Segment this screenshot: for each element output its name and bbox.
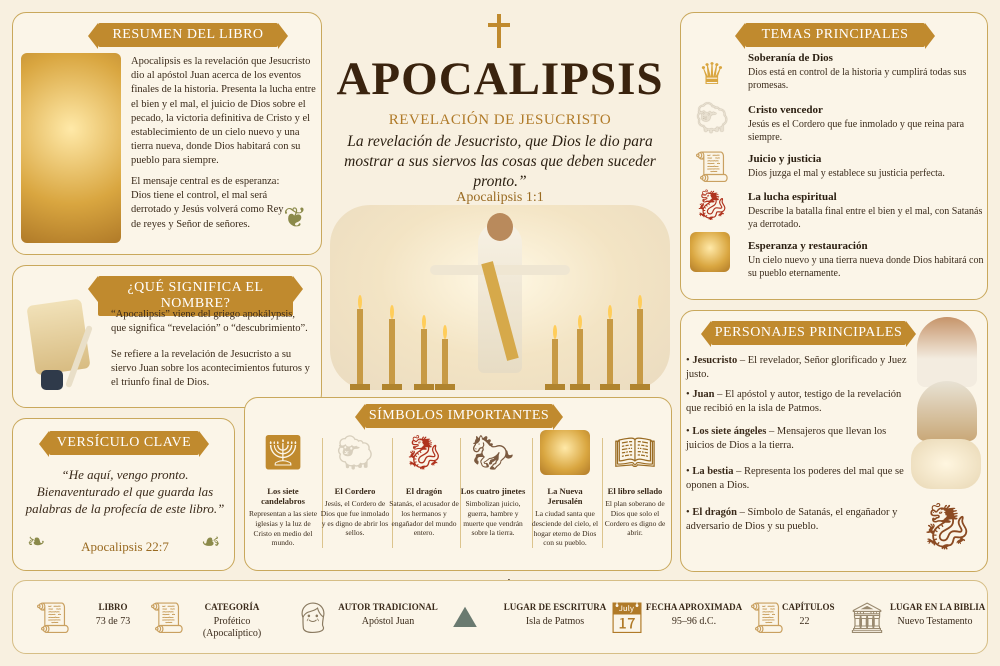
elder-icon: 👴︎ bbox=[293, 601, 333, 635]
page-subtitle: REVELACIÓN DE JESUCRISTO bbox=[388, 112, 612, 128]
fact-label: CAPÍTULOS bbox=[782, 602, 835, 612]
scroll-icon: 📜︎ bbox=[747, 601, 787, 635]
symbol-name: El libro sellado bbox=[607, 486, 663, 496]
theme-desc: Un cielo nuevo y una tierra nueva donde Dios habitará con su pueblo eternamente. bbox=[748, 255, 984, 279]
theme-title: Cristo vencedor bbox=[748, 104, 823, 116]
character-desc: – Símbolo de Satanás, el engañador y adversario de Dios y su pueblo. bbox=[686, 507, 898, 533]
crown-icon: ♛ bbox=[698, 57, 726, 91]
candle-icon bbox=[435, 325, 455, 390]
theme-title: La lucha espiritual bbox=[748, 191, 837, 203]
character-desc: – Representa los poderes del mal que se oponen a Dios. bbox=[686, 466, 904, 492]
character-item: • Los siete ángeles – Mensajeros que llevan los juicios de Dios a la tierra. bbox=[686, 426, 887, 452]
symbol-item bbox=[530, 425, 600, 548]
island-icon: ⛰︎ bbox=[452, 601, 478, 634]
theme-item bbox=[690, 96, 990, 142]
fact-item bbox=[440, 590, 610, 650]
fact-item bbox=[842, 590, 986, 650]
theme-item bbox=[690, 52, 990, 98]
theme-desc: Jesús es el Cordero que fue inmolado y que reina para siempre. bbox=[748, 119, 965, 143]
key-verse-heading: VERSÍCULO CLAVE bbox=[49, 431, 199, 455]
lamb-icon: 🐑︎ bbox=[692, 101, 732, 135]
candle-icon bbox=[600, 305, 620, 390]
fact-value: Apóstol Juan bbox=[361, 616, 415, 627]
symbol-item bbox=[389, 425, 459, 538]
fact-item bbox=[142, 590, 282, 650]
theme-desc: Dios está en control de la historia y cumplirá todas sus promesas. bbox=[748, 67, 967, 91]
key-verse-panel bbox=[12, 418, 235, 571]
scroll-icon: 📜︎ bbox=[692, 150, 732, 184]
fact-item bbox=[28, 590, 158, 650]
fact-value: 22 bbox=[799, 616, 810, 627]
symbol-name: La Nueva Jerusalén bbox=[547, 486, 583, 506]
fact-item bbox=[602, 590, 742, 650]
candle-icon bbox=[414, 315, 434, 390]
character-item: • Jesucristo – El revelador, Señor glorificado y Juez justo. bbox=[686, 355, 907, 381]
name-meaning-paragraph-1: “Apocalipsis” viene del griego apokálypsis, que significa “revelación” o “descubrimiento”. bbox=[111, 309, 308, 335]
olive-branch-icon: ☙ bbox=[201, 529, 221, 554]
olive-branch-icon: ❧ bbox=[27, 529, 46, 554]
book-icon: 📖︎ bbox=[613, 434, 657, 472]
fact-label: FECHA APROXIMADA bbox=[645, 602, 743, 612]
page-title: APOCALIPSIS bbox=[336, 53, 664, 105]
fact-item bbox=[288, 590, 438, 650]
dragon-icon: 🐉︎ bbox=[402, 434, 446, 472]
theme-desc: Dios juzga el mal y establece su justicia perfecta. bbox=[748, 168, 945, 179]
candle-icon bbox=[545, 325, 565, 390]
scroll-icon: 📜︎ bbox=[147, 601, 187, 635]
dragon-icon: 🐉︎ bbox=[692, 188, 732, 222]
name-meaning-heading: ¿QUÉ SIGNIFICA EL NOMBRE? bbox=[98, 276, 293, 316]
candle-icon bbox=[570, 315, 590, 390]
golden-city-illustration bbox=[21, 53, 121, 243]
horses-icon: 🐎︎ bbox=[471, 434, 515, 472]
city-icon bbox=[690, 232, 730, 272]
symbol-item bbox=[600, 425, 670, 538]
character-name: La bestia bbox=[692, 466, 734, 477]
symbol-name: El dragón bbox=[405, 486, 443, 496]
character-name: Juan bbox=[692, 389, 715, 400]
name-meaning-panel bbox=[12, 265, 322, 408]
character-item: • La bestia – Representa los poderes del mal que se oponen a Dios. bbox=[686, 466, 904, 492]
key-verse-reference: Apocalipsis 22:7 bbox=[81, 539, 169, 554]
cross-icon bbox=[488, 14, 510, 48]
calendar-icon: 📅︎ bbox=[607, 601, 647, 635]
fact-value: Isla de Patmos bbox=[525, 616, 585, 627]
themes-heading: TEMAS PRINCIPALES bbox=[745, 23, 925, 47]
summary-heading: RESUMEN DEL LIBRO bbox=[98, 23, 278, 47]
scroll-icon: 📜︎ bbox=[33, 601, 73, 635]
characters-heading: PERSONAJES PRINCIPALES bbox=[711, 321, 906, 345]
character-item: • El dragón – Símbolo de Satanás, el engañador y adversario de Dios y su pueblo. bbox=[686, 507, 898, 533]
header-quote: La revelación de Jesucristo, que Dios le dio para mostrar a sus siervos las cosas que deben suceder pronto.” bbox=[344, 133, 656, 191]
theme-title: Soberanía de Dios bbox=[748, 52, 833, 64]
character-item: • Juan – El apóstol y autor, testigo de la revelación que recibió en la isla de Patmos. bbox=[686, 389, 902, 415]
fact-value: Nuevo Testamento bbox=[897, 616, 973, 627]
character-name: Los siete ángeles bbox=[692, 426, 767, 437]
character-desc: – Mensajeros que llevan los juicios de Dios a la tierra. bbox=[686, 426, 887, 452]
symbol-item bbox=[248, 425, 318, 548]
character-desc: – El apóstol y autor, testigo de la revelación que recibió en la isla de Patmos. bbox=[686, 389, 902, 415]
character-name: El dragón bbox=[692, 507, 737, 518]
symbol-item bbox=[320, 425, 390, 538]
candle-icon bbox=[630, 295, 650, 390]
fact-value: Profético (Apocalíptico) bbox=[202, 616, 262, 639]
city-icon bbox=[540, 430, 590, 475]
key-verse-text: “He aquí, vengo pronto. Bienaventurado el que guarda las palabras de la profecía de este libro.” bbox=[25, 467, 225, 516]
summary-paragraph-1: Apocalipsis es la revelación que Jesucristo dio al apóstol Juan acerca de los eventos finales de la historia. Presenta la lucha entre el bien y el mal, el juicio de Dios sobre el pecado, la victoria definitiva de Cristo y el establecimiento de un cielo nuevo y una tierra nueva, donde Dios habitará con su pueblo para siempre. bbox=[131, 56, 316, 167]
symbol-name: El Cordero bbox=[334, 486, 376, 496]
lamb-icon: 🐑︎ bbox=[333, 434, 377, 472]
character-name: Jesucristo bbox=[692, 355, 738, 366]
scroll-quill-icon bbox=[21, 294, 106, 394]
symbol-desc: Simbolizan juicio, guerra, hambre y muerte que vendrán sobre la tierra. bbox=[463, 499, 523, 538]
theme-title: Juicio y justicia bbox=[748, 153, 822, 165]
symbol-name: Los siete candelabros bbox=[261, 486, 305, 506]
olive-branch-icon: ❦ bbox=[283, 203, 307, 234]
symbol-desc: Representan a las siete iglesias y la luz de Cristo en medio del mundo. bbox=[248, 509, 318, 548]
header-reference: Apocalipsis 1:1 bbox=[456, 190, 544, 205]
symbol-item bbox=[458, 425, 528, 538]
beast-portrait: 🐉︎ bbox=[917, 501, 977, 552]
symbols-heading: SÍMBOLOS IMPORTANTES bbox=[365, 404, 553, 428]
temple-icon: 🏛︎ bbox=[847, 601, 887, 635]
symbol-desc: Satanás, el acusador de los hermanos y engañador del mundo entero. bbox=[389, 499, 459, 538]
theme-title: Esperanza y restauración bbox=[748, 240, 868, 252]
fact-label: LUGAR DE ESCRITURA bbox=[503, 602, 607, 612]
jesus-portrait bbox=[917, 317, 977, 387]
theme-desc: Describe la batalla final entre el bien y el mal, con Satanás ya derrotado. bbox=[748, 206, 983, 230]
candle-icon bbox=[382, 305, 402, 390]
candle-icon bbox=[350, 295, 370, 390]
fact-label: LIBRO bbox=[98, 602, 128, 612]
theme-item bbox=[690, 232, 990, 278]
fact-item bbox=[742, 590, 842, 650]
character-desc: – El revelador, Señor glorificado y Juez justo. bbox=[686, 355, 907, 381]
fact-label: AUTOR TRADICIONAL bbox=[338, 602, 438, 612]
symbol-desc: El plan soberano de Dios que solo el Cordero es digno de abrir. bbox=[604, 499, 666, 538]
theme-item bbox=[690, 183, 990, 229]
angel-portrait bbox=[911, 439, 981, 489]
symbol-desc: Jesús, el Cordero de Dios que fue inmolado y es digno de abrir los sellos. bbox=[320, 499, 390, 538]
fact-label: CATEGORÍA bbox=[204, 602, 260, 612]
symbol-name: Los cuatro jinetes bbox=[460, 486, 526, 496]
fact-value: 95–96 d.C. bbox=[671, 616, 717, 627]
fact-label: LUGAR EN LA BIBLIA bbox=[890, 602, 986, 612]
jesus-candles-illustration bbox=[330, 205, 670, 390]
summary-panel bbox=[12, 12, 322, 255]
john-portrait bbox=[917, 381, 977, 441]
fact-value: 73 de 73 bbox=[95, 616, 131, 627]
summary-paragraph-2: El mensaje central es de esperanza: Dios tiene el control, el mal será derrotado y Jesús volverá como Rey de reyes y Señor de señores. bbox=[131, 176, 284, 230]
menorah-icon: 🕎︎ bbox=[261, 434, 305, 472]
name-meaning-paragraph-2: Se refiere a la revelación de Jesucristo a su siervo Juan sobre los acontecimientos futuros y el triunfo final de Dios. bbox=[111, 349, 310, 389]
symbol-desc: La ciudad santa que desciende del cielo, el hogar eterno de Dios con su pueblo. bbox=[531, 509, 599, 548]
